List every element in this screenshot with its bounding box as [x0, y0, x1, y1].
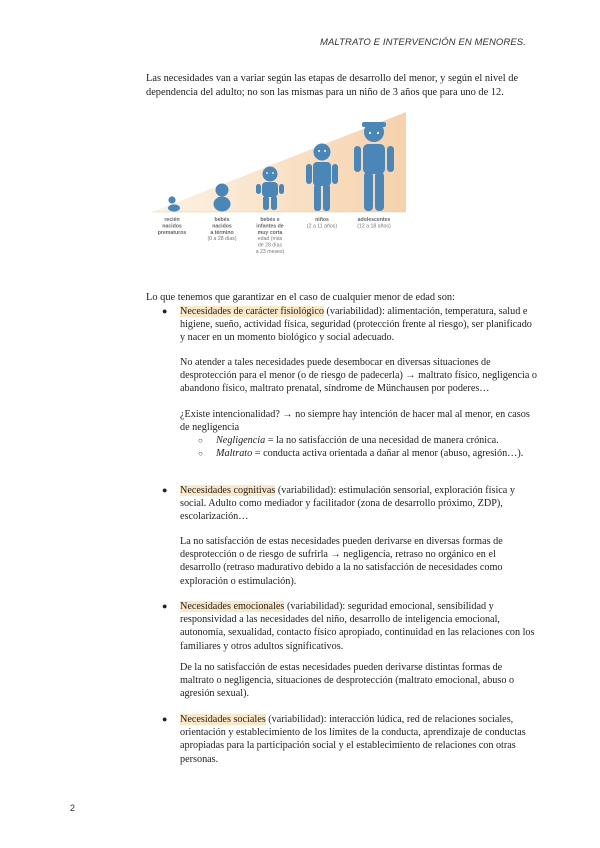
paragraph-intentionality: ¿Existe intencionalidad? → no siempre hay intención de hacer mal al menor, en casos de negligencia	[180, 409, 530, 434]
bullet-icon: ●	[162, 306, 168, 316]
stage-label	[357, 217, 391, 229]
stage-label-line: de 28 días	[257, 242, 283, 249]
development-stages-figure	[148, 110, 410, 270]
stage-label-line: bebés	[214, 217, 230, 223]
item-text: (variabilidad): seguridad emocional, sensibilidad y responsividad a las necesidades del niño, desarrollo de inteligencia emocional, autonomía, sexualidad, contacto físico apropiado, continuidad en las relaciones con los familiares y otros adultos significativos.	[180, 601, 535, 652]
stage-label-line: a término	[210, 229, 234, 236]
stage-label-line: prematuros	[157, 229, 187, 236]
stage-labels	[158, 217, 391, 255]
intro-paragraph: Las necesidades van a variar según las etapas de desarrollo del menor, y según el nivel de dependencia del adulto; no son las mismas para un niño de 3 años que para uno de 12.	[146, 73, 519, 98]
stage-label-line: adolescentes	[357, 217, 391, 223]
lead-sentence: Lo que tenemos que garantizar en el caso de cualquier menor de edad son:	[146, 292, 455, 303]
stage-label-line: bebés e	[260, 217, 280, 223]
term: Negligencia	[216, 435, 266, 446]
item-title: Necesidades de carácter fisiológico	[180, 306, 324, 317]
circle-bullet-icon: ○	[198, 449, 203, 458]
item-title: Necesidades emocionales	[180, 601, 285, 612]
definition: = la no satisfacción de una necesidad de manera crónica.	[265, 435, 499, 446]
stage-label-line: muy corta	[257, 229, 283, 236]
paragraph-physiological-risk: No atender a tales necesidades puede desembocar en diversas situaciones de desprotección para el menor (o de riesgo de padecerla) → maltrato físico, negligencia o abandono físico, maltrato prenatal, síndrome de Münchausen por poderes…	[180, 357, 537, 395]
stage-label	[207, 217, 236, 242]
item-text: (variabilidad): estimulación sensorial, exploración física y social. Adulto como mediador y facilitador (zona de desarrollo próximo, ZDP), escolarización…	[180, 485, 515, 523]
bullet-icon: ●	[162, 714, 168, 724]
stage-label-line: (2 a 11 años)	[306, 223, 338, 230]
list-item-emotional	[162, 600, 536, 653]
paragraph-emotional-risk: De la no satisfacción de estas necesidades pueden derivarse distintas formas de maltrato o negligencia, situaciones de desprotección (maltrato emocional, abuso o agresión sexual).	[180, 662, 515, 700]
item-text: (variabilidad): alimentación, temperatura, salud e higiene, sueño, actividad física, seguridad (protección frente al riesgo), ser planificado y nacer en un momento biológico y social adecuado.	[180, 306, 532, 344]
circle-bullet-icon: ○	[198, 436, 203, 445]
sub-item-negligencia	[198, 434, 534, 447]
stage-label-line: edad (más	[257, 236, 283, 243]
running-header: MALTRATO E INTERVENCIÓN EN MENORES.	[319, 37, 526, 48]
list-item-physiological	[162, 305, 536, 345]
paragraph-cognitive-risk: La no satisfacción de estas necesidades pueden derivarse en diversas formas de desprotección o de riesgo de sufrirla → negligencia, retraso no orgánico en el desarrollo (retraso madurativo debido a la no satisfacción de necesidades como exploración o estimulación).	[180, 536, 503, 587]
stage-label	[158, 217, 187, 236]
sub-item-maltrato	[198, 447, 534, 460]
stage-label-line: a 23 meses)	[255, 249, 285, 255]
item-title: Necesidades sociales	[180, 714, 266, 725]
term: Maltrato	[216, 448, 253, 459]
stage-label-line: infantes de	[256, 223, 284, 230]
stage-label-line: (12 a 18 años)	[357, 223, 391, 230]
bullet-icon: ●	[162, 601, 168, 611]
page-number: 2	[70, 803, 76, 813]
stages-illustration	[148, 110, 410, 270]
stage-label	[307, 217, 337, 229]
bullet-icon: ●	[162, 485, 168, 495]
item-title: Necesidades cognitivas	[180, 485, 276, 496]
definition: = conducta activa orientada a dañar al menor (abuso, agresión…).	[252, 448, 524, 459]
stage-label-line: recién	[164, 217, 180, 223]
stage-label-line: nacidos	[212, 223, 232, 230]
stage-label-line: (0 a 28 días)	[207, 236, 237, 243]
stage-label	[256, 217, 285, 255]
item-text: (variabilidad): interacción lúdica, red de relaciones sociales, orientación y establecimiento de los límites de la conducta, aprendizaje de conductas apropiadas para la participación social y el establecimiento de relaciones con otras personas.	[180, 714, 526, 765]
stage-label-line: nacidos	[162, 223, 182, 230]
stage-label-line: niños	[315, 217, 329, 223]
list-item-cognitive	[162, 484, 536, 524]
list-item-social	[162, 713, 536, 766]
